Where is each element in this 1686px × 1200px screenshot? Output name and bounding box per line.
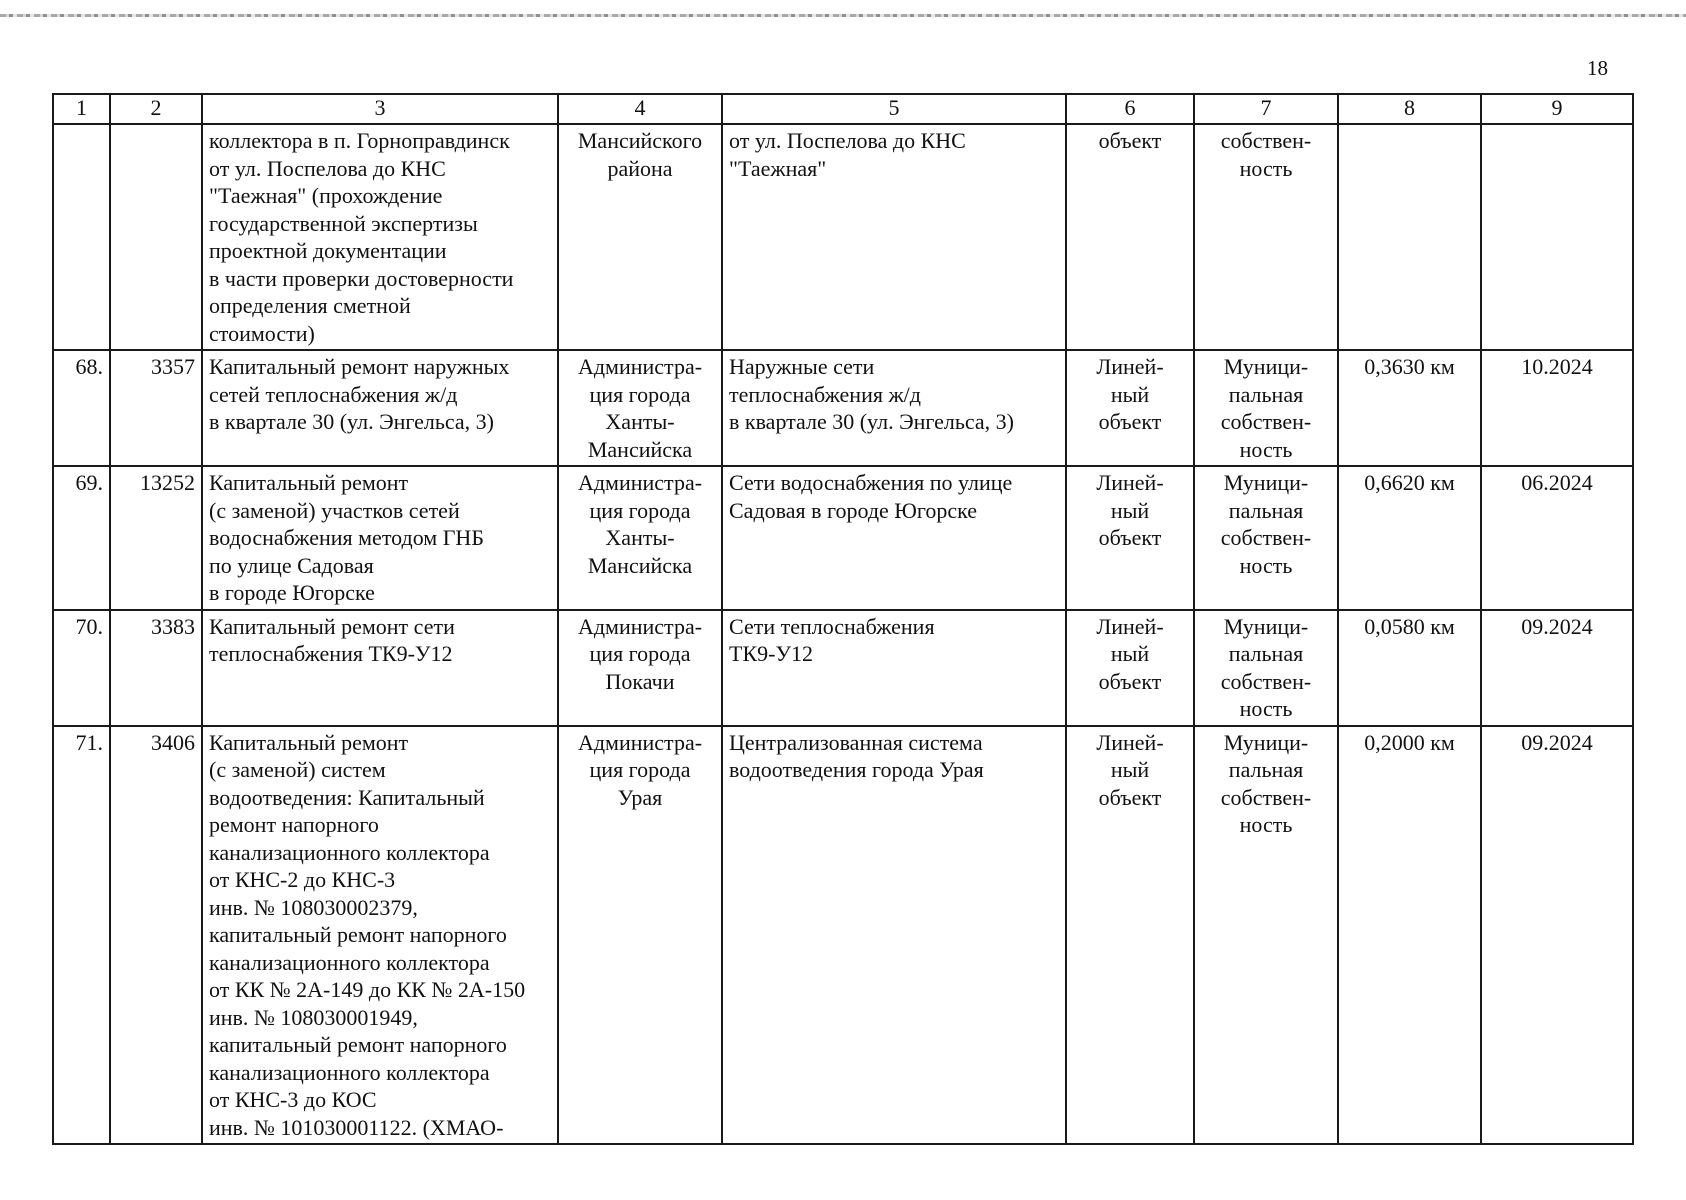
customer: Администра- ция города Ханты- Мансийска [558, 350, 722, 466]
customer: Администра- ция города Ханты- Мансийска [558, 466, 722, 610]
work-description: Капитальный ремонт (с заменой) систем водоотведения: Капитальный ремонт напорного канализационного коллектора от КНС-2 до КНС-3 инв. № 108030002379, капитальный ремонт напорного канализационного коллектора от КК № 2А-149 до КК № 2А-150 инв. № 108030001949, капитальный ремонт напорного канализационного коллектора от КНС-3 до КОС инв. № 101030001122. (ХМАО- [202, 726, 558, 1145]
column-header: 8 [1338, 94, 1481, 124]
object-type: Линей- ный объект [1066, 350, 1194, 466]
row-number: 69. [53, 466, 110, 610]
ownership: Муници- пальная собствен- ность [1194, 466, 1338, 610]
column-header: 9 [1481, 94, 1633, 124]
completion-date [1481, 124, 1633, 350]
page-number: 18 [1587, 56, 1608, 80]
row-number [53, 124, 110, 350]
work-description: коллектора в п. Горноправдинск от ул. Поспелова до КНС "Таежная" (прохождение государственной экспертизы проектной документации в части проверки достоверности определения сметной стоимости) [202, 124, 558, 350]
column-header: 6 [1066, 94, 1194, 124]
row-code: 13252 [110, 466, 202, 610]
row-code [110, 124, 202, 350]
scan-top-edge [0, 14, 1686, 17]
completion-date: 09.2024 [1481, 610, 1633, 726]
customer: Мансийского района [558, 124, 722, 350]
object-name: Сети водоснабжения по улице Садовая в городе Югорске [722, 466, 1066, 610]
row-number: 71. [53, 726, 110, 1145]
length: 0,6620 км [1338, 466, 1481, 610]
completion-date: 06.2024 [1481, 466, 1633, 610]
work-description: Капитальный ремонт наружных сетей теплоснабжения ж/д в квартале 30 (ул. Энгельса, 3) [202, 350, 558, 466]
object-name: Централизованная система водоотведения города Урая [722, 726, 1066, 1145]
row-code: 3357 [110, 350, 202, 466]
length: 0,3630 км [1338, 350, 1481, 466]
column-header: 5 [722, 94, 1066, 124]
row-code: 3383 [110, 610, 202, 726]
column-header: 1 [53, 94, 110, 124]
row-number: 70. [53, 610, 110, 726]
object-type: Линей- ный объект [1066, 610, 1194, 726]
ownership: собствен- ность [1194, 124, 1338, 350]
table-row [53, 466, 1633, 610]
object-type: объект [1066, 124, 1194, 350]
customer: Администра- ция города Урая [558, 726, 722, 1145]
column-header: 4 [558, 94, 722, 124]
row-number: 68. [53, 350, 110, 466]
work-description: Капитальный ремонт (с заменой) участков сетей водоснабжения методом ГНБ по улице Садовая в городе Югорске [202, 466, 558, 610]
column-header: 7 [1194, 94, 1338, 124]
object-name: от ул. Поспелова до КНС "Таежная" [722, 124, 1066, 350]
column-header: 2 [110, 94, 202, 124]
column-header: 3 [202, 94, 558, 124]
length [1338, 124, 1481, 350]
length: 0,2000 км [1338, 726, 1481, 1145]
length: 0,0580 км [1338, 610, 1481, 726]
header-row [53, 94, 1633, 124]
completion-date: 10.2024 [1481, 350, 1633, 466]
object-type: Линей- ный объект [1066, 466, 1194, 610]
completion-date: 09.2024 [1481, 726, 1633, 1145]
table-row [53, 350, 1633, 466]
work-description: Капитальный ремонт сети теплоснабжения ТК9-У12 [202, 610, 558, 726]
table-row [53, 610, 1633, 726]
row-code: 3406 [110, 726, 202, 1145]
data-table [52, 93, 1634, 1145]
table-row [53, 726, 1633, 1145]
object-name: Наружные сети теплоснабжения ж/д в квартале 30 (ул. Энгельса, 3) [722, 350, 1066, 466]
object-name: Сети теплоснабжения ТК9-У12 [722, 610, 1066, 726]
ownership: Муници- пальная собствен- ность [1194, 350, 1338, 466]
ownership: Муници- пальная собствен- ность [1194, 726, 1338, 1145]
ownership: Муници- пальная собствен- ность [1194, 610, 1338, 726]
object-type: Линей- ный объект [1066, 726, 1194, 1145]
table-row [53, 124, 1633, 350]
customer: Администра- ция города Покачи [558, 610, 722, 726]
